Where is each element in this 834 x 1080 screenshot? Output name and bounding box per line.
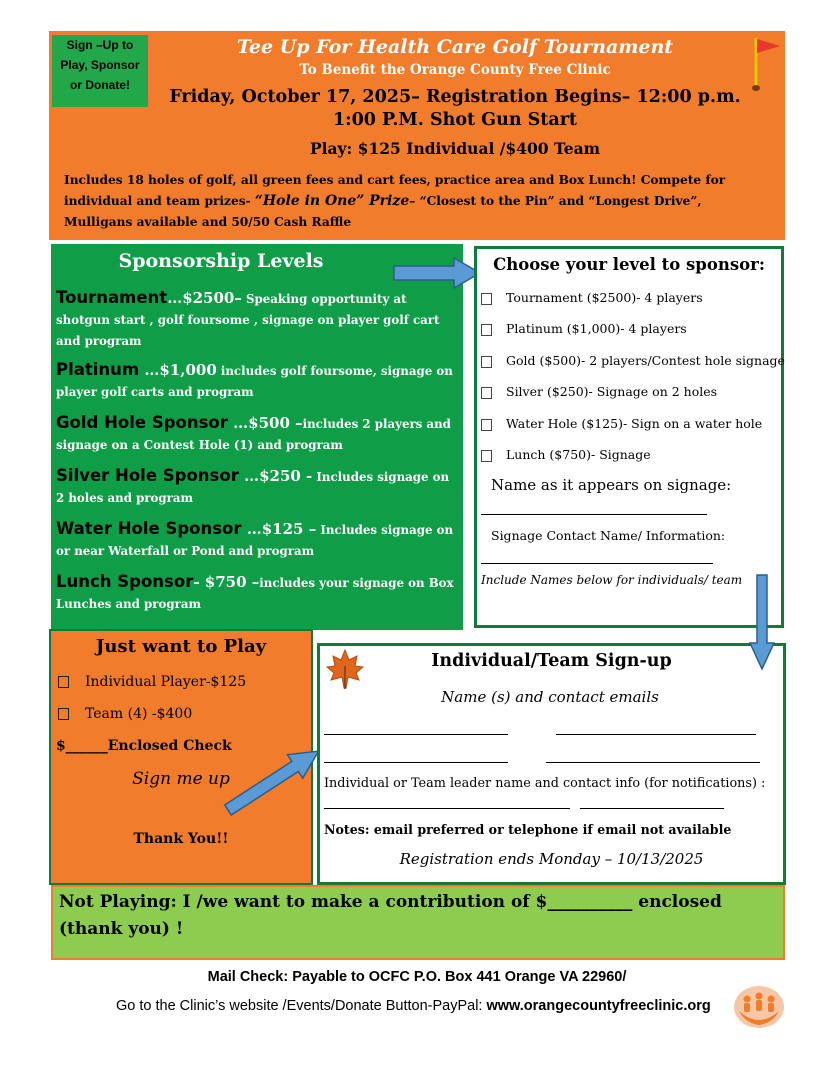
level-price: …$250 - <box>238 467 313 485</box>
email-line[interactable] <box>546 762 760 763</box>
level-gold <box>56 412 458 456</box>
checkbox[interactable] <box>481 450 492 462</box>
team-signup-panel <box>317 643 786 885</box>
play-option-team[interactable] <box>58 706 192 722</box>
option-label: Platinum ($1,000)- 4 players <box>506 321 687 336</box>
enclosed-check: $______Enclosed Check <box>56 738 232 754</box>
level-price: …$2500– <box>167 289 242 307</box>
play-option-individual[interactable] <box>58 674 246 690</box>
hole-in-one-text: “Hole in One” Prize <box>254 193 410 209</box>
sign-me-up-text: Sign me up <box>132 769 230 789</box>
includes-text-a: Includes 18 holes of golf, all green fees and cart fees, practice area and Box Lunch! Compete for individual and team prizes- <box>64 173 726 208</box>
option-gold[interactable] <box>481 353 785 368</box>
checkbox[interactable] <box>58 708 69 720</box>
event-subtitle: To Benefit the Orange County Free Clinic <box>299 62 611 78</box>
contribution-text: Not Playing: I /we want to make a contribution of $__________ enclosed (thank you) ! <box>59 892 722 939</box>
level-price: - $750 – <box>193 573 260 591</box>
level-name: Gold Hole Sponsor <box>56 413 228 432</box>
registration-deadline: Registration ends Monday – 10/13/2025 <box>399 850 704 868</box>
signage-contact-line[interactable] <box>481 563 713 564</box>
option-silver[interactable] <box>481 384 717 399</box>
website-info <box>116 998 711 1014</box>
signage-name-line[interactable] <box>481 514 707 515</box>
badge-line-3: or Donate! <box>70 78 130 92</box>
signage-name-label: Name as it appears on signage: <box>491 476 732 494</box>
play-option-label: Team (4) -$400 <box>85 706 193 722</box>
clinic-logo-icon <box>733 985 785 1029</box>
checkbox[interactable] <box>58 676 69 688</box>
event-start: 1:00 P.M. Shot Gun Start <box>332 110 578 130</box>
level-name: Tournament <box>56 288 168 307</box>
level-desc: Includes signage on or near Waterfall or Pond and program <box>56 523 454 558</box>
golf-flag-icon <box>748 34 788 94</box>
level-desc: Includes signage on 2 holes and program <box>56 470 450 505</box>
badge-line-2: Play, Sponsor <box>60 58 140 72</box>
email-line[interactable] <box>556 734 756 735</box>
level-tournament <box>56 287 458 352</box>
sponsorship-levels-heading: Sponsorship Levels <box>118 250 324 272</box>
level-platinum <box>56 359 458 403</box>
level-desc: includes 2 players and signage on a Contest Hole (1) and program <box>56 417 451 452</box>
name-line[interactable] <box>324 734 508 735</box>
level-name: Water Hole Sponsor <box>56 519 242 538</box>
signage-contact-label: Signage Contact Name/ Information: <box>491 528 726 543</box>
contact-notes: Notes: email preferred or telephone if email not available <box>324 822 732 837</box>
leader-name-line[interactable] <box>324 808 570 809</box>
name-line[interactable] <box>324 762 508 763</box>
event-date: Friday, October 17, 2025– Registration Begins– 12:00 p.m. <box>169 87 741 107</box>
level-name: Silver Hole Sponsor <box>56 466 239 485</box>
checkbox[interactable] <box>481 293 492 305</box>
team-signup-subheading: Name (s) and contact emails <box>441 688 659 706</box>
play-option-label: Individual Player-$125 <box>85 674 247 690</box>
level-price: …$500 – <box>227 414 303 432</box>
event-title: Tee Up For Health Care Golf Tournament <box>236 36 674 58</box>
level-desc: Speaking opportunity at shotgun start , golf foursome , signage on player golf cart and program <box>56 292 440 348</box>
signup-badge <box>52 35 148 107</box>
option-label: Lunch ($750)- Signage <box>506 447 651 462</box>
choose-level-heading: Choose your level to sponsor: <box>493 255 765 274</box>
team-leader-label: Individual or Team leader name and contact info (for notifications) : <box>324 776 766 791</box>
level-price: …$1,000 <box>139 361 217 379</box>
option-lunch[interactable] <box>481 447 651 462</box>
option-platinum[interactable] <box>481 321 687 336</box>
includes-text-b: – “Closest to the Pin” and “Longest Drive”, Mulligans available and 50/50 Cash Raffle <box>64 194 702 229</box>
leader-contact-line[interactable] <box>580 808 724 809</box>
level-water <box>56 518 458 562</box>
website-link[interactable]: www.orangecountyfreeclinic.org <box>486 998 711 1014</box>
include-names-note: Include Names below for individuals/ team <box>481 573 743 587</box>
thank-you-text: Thank You!! <box>133 831 229 847</box>
level-silver <box>56 465 458 509</box>
down-arrow-icon <box>749 573 775 671</box>
diagonal-arrow-icon <box>222 750 326 816</box>
level-price: …$125 – <box>241 520 317 538</box>
event-includes <box>64 170 774 233</box>
checkbox[interactable] <box>481 356 492 368</box>
level-name: Platinum <box>56 360 140 379</box>
checkbox[interactable] <box>481 387 492 399</box>
option-label: Water Hole ($125)- Sign on a water hole <box>506 416 763 431</box>
option-label: Tournament ($2500)- 4 players <box>506 290 703 305</box>
option-label: Gold ($500)- 2 players/Contest hole signage <box>506 353 785 368</box>
option-water-hole[interactable] <box>481 416 762 431</box>
level-desc: includes golf foursome, signage on player golf carts and program <box>56 364 453 399</box>
mail-check-info: Mail Check: Payable to OCFC P.O. Box 441 Orange VA 22960/ <box>207 969 627 985</box>
level-name: Lunch Sponsor <box>56 572 194 591</box>
level-lunch <box>56 571 458 615</box>
website-prefix: Go to the Clinic’s website /Events/Donate Button-PayPal: <box>116 998 487 1014</box>
right-arrow-icon <box>392 257 482 289</box>
checkbox[interactable] <box>481 419 492 431</box>
level-desc: includes your signage on Box Lunches and program <box>56 576 454 611</box>
badge-line-1: Sign –Up to <box>66 38 134 52</box>
play-heading: Just want to Play <box>95 636 267 657</box>
option-label: Silver ($250)- Signage on 2 holes <box>506 384 718 399</box>
event-price: Play: $125 Individual /$400 Team <box>309 139 601 158</box>
option-tournament[interactable] <box>481 290 703 305</box>
checkbox[interactable] <box>481 324 492 336</box>
team-signup-heading: Individual/Team Sign-up <box>431 651 672 671</box>
